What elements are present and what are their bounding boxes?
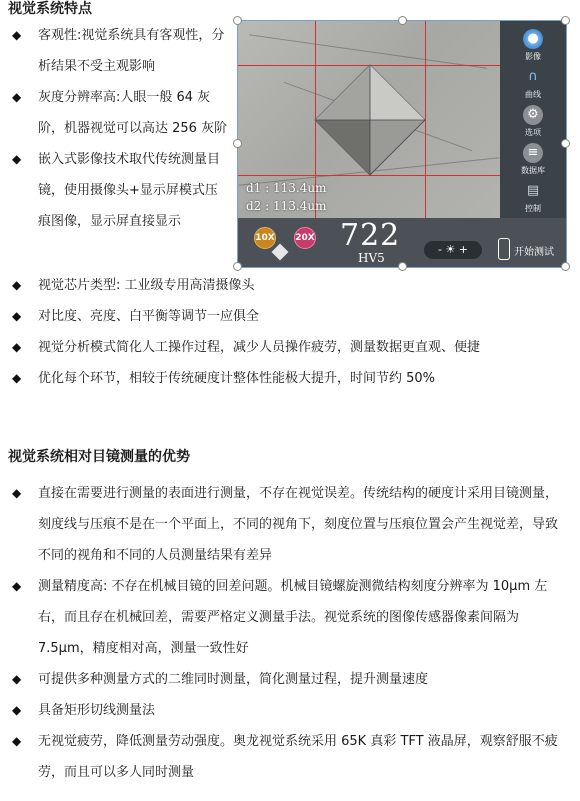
resize-handle[interactable] bbox=[233, 139, 242, 148]
feature-list-top bbox=[8, 20, 228, 237]
list-item: ◆ 测量精度高: 不存在机械目镜的回差问题。机械目镜螺旋测微结构刻度分辨率为 10μm 左右，而且存在机械回差，需要严格定义测量手法。视觉系统的图像传感器像素间隔为 7.5μm，精度相对高，测量一致性好 bbox=[8, 571, 568, 664]
curve-icon: ∩ bbox=[528, 69, 538, 84]
feature-list-bottom bbox=[8, 270, 568, 394]
magnification-20x-button[interactable]: 20X bbox=[294, 227, 316, 249]
sidebar-item-label: 影像 bbox=[525, 52, 541, 61]
device-sidebar bbox=[500, 21, 566, 218]
advantage-list bbox=[8, 478, 568, 788]
list-item: ◆ 无视觉疲劳，降低测量劳动强度。奥龙视觉系统采用 65K 真彩 TFT 液晶屏，观察舒服不疲劳，而且可以多人同时测量 bbox=[8, 726, 568, 788]
list-item: ◆ 视觉分析模式简化人工操作过程，减少人员操作疲劳，测量数据更直观、便捷 bbox=[8, 332, 568, 363]
hardness-scale: HV5 bbox=[358, 251, 385, 265]
device-bottom-bar bbox=[238, 218, 566, 267]
sidebar-item-database[interactable] bbox=[500, 139, 566, 177]
list-item: ◆ 对比度、亮度、白平衡等调节一应俱全 bbox=[8, 301, 568, 332]
measurement-d2: d2 : 113.4um bbox=[246, 199, 327, 213]
brightness-control[interactable]: - ☀ + bbox=[424, 241, 482, 259]
resize-handle[interactable] bbox=[398, 16, 407, 25]
resize-handle[interactable] bbox=[561, 139, 570, 148]
list-item: ◆ 具备矩形切线测量法 bbox=[8, 695, 568, 726]
start-icon bbox=[498, 238, 510, 260]
resize-handle[interactable] bbox=[233, 16, 242, 25]
diamond-icon bbox=[272, 244, 289, 261]
sidebar-item-label: 控制 bbox=[525, 204, 541, 213]
sidebar-item-control[interactable] bbox=[500, 177, 566, 215]
resize-handle[interactable] bbox=[561, 16, 570, 25]
database-icon: ≡ bbox=[523, 143, 543, 163]
section-title-features: 视觉系统特点 bbox=[8, 1, 92, 17]
hardness-value: 722 bbox=[340, 218, 401, 253]
sidebar-item-label: 数据库 bbox=[521, 166, 545, 175]
device-screenshot[interactable] bbox=[237, 20, 567, 268]
section-title-advantages: 视觉系统相对目镜测量的优势 bbox=[8, 449, 190, 465]
sidebar-item-curve[interactable] bbox=[500, 63, 566, 101]
list-item: ◆ 优化每个环节，相较于传统硬度计整体性能极大提升，时间节约 50% bbox=[8, 363, 568, 394]
control-icon: ▤ bbox=[526, 183, 540, 198]
list-item: ◆ 视觉芯片类型: 工业级专用高清摄像头 bbox=[8, 270, 568, 301]
list-item: ◆ 灰度分辨率高:人眼一般 64 灰阶，机器视觉可以高达 256 灰阶 bbox=[8, 82, 228, 144]
list-item: ◆ 可提供多种测量方式的二维同时测量，简化测量过程，提升测量速度 bbox=[8, 664, 568, 695]
magnification-10x-button[interactable]: 10X bbox=[254, 227, 276, 249]
measurement-d1: d1 : 113.4um bbox=[246, 181, 327, 195]
list-item: ◆ 嵌入式影像技术取代传统测量目镜，使用摄像头+显示屏模式压痕图像，显示屏直接显示 bbox=[8, 144, 228, 237]
start-test-button[interactable]: 开始测试 bbox=[514, 247, 554, 258]
sidebar-item-label: 曲线 bbox=[525, 90, 541, 99]
image-icon: ● bbox=[523, 29, 543, 49]
list-item: ◆ 客观性:视觉系统具有客观性，分析结果不受主观影响 bbox=[8, 20, 228, 82]
list-item: ◆ 直接在需要进行测量的表面进行测量，不存在视觉误差。传统结构的硬度计采用目镜测量，刻度线与压痕不是在一个平面上，不同的视角下，刻度位置与压痕位置会产生视觉差，导致不同的视角和不同的人员测量结果有差异 bbox=[8, 478, 568, 571]
sidebar-item-options[interactable] bbox=[500, 101, 566, 139]
indentation-view bbox=[238, 21, 500, 218]
sidebar-item-image[interactable] bbox=[500, 25, 566, 63]
options-icon: ⚙ bbox=[523, 105, 543, 125]
sidebar-item-label: 选项 bbox=[525, 128, 541, 137]
